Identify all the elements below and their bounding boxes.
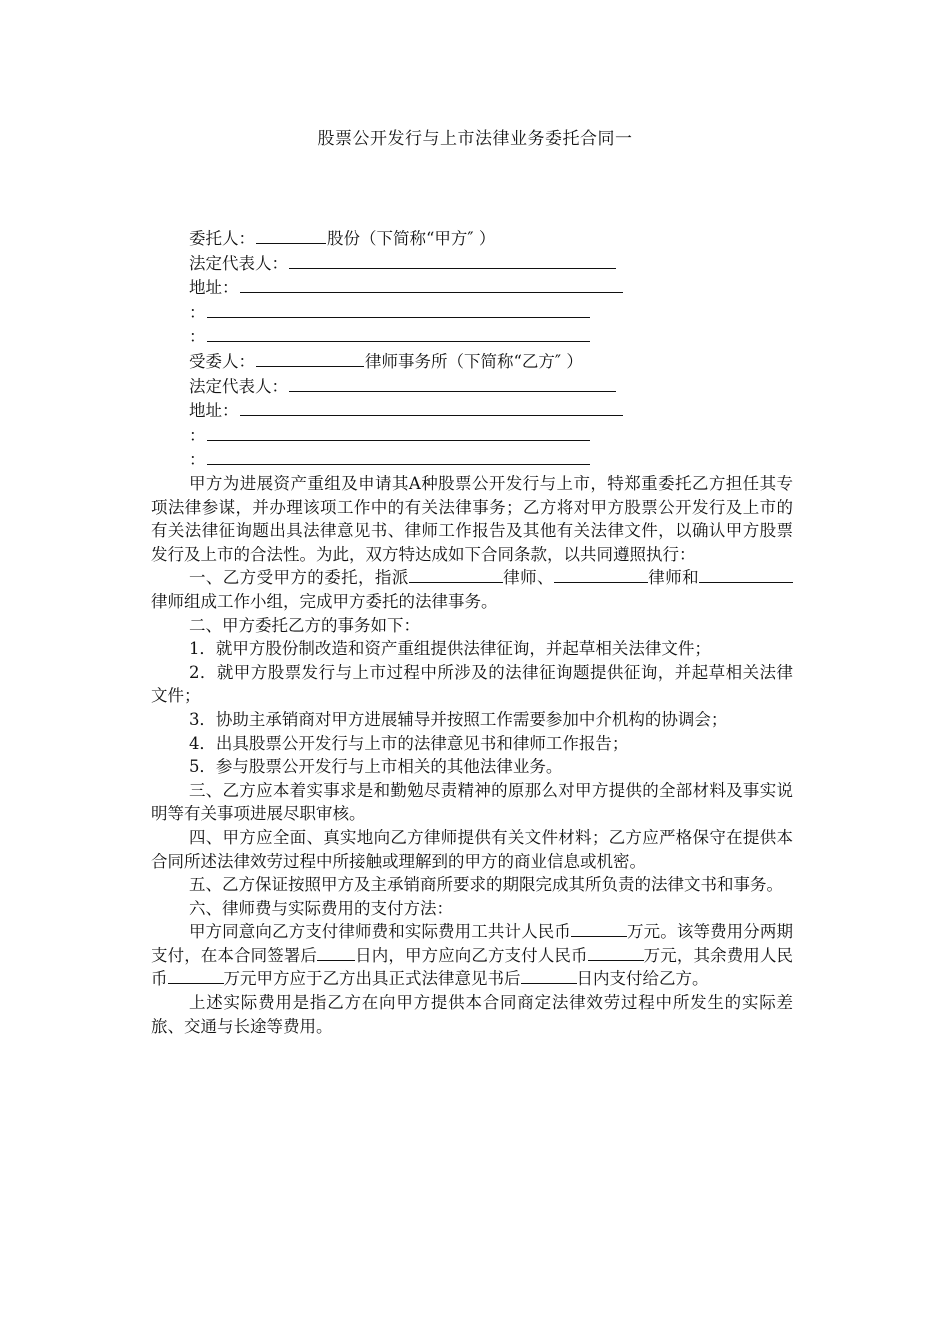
fee-part-f: 日内支付给乙方。 — [576, 969, 709, 989]
final-payment-days-blank[interactable] — [521, 967, 577, 984]
contract-body — [151, 472, 793, 1038]
agent-extra-blank-2[interactable] — [207, 447, 590, 465]
agent-line — [189, 349, 659, 374]
client-address-blank[interactable] — [240, 275, 623, 293]
fee-paragraph — [151, 920, 793, 991]
item-4: 4．出具股票公开发行与上市的法律意见书和律师工作报告； — [188, 733, 629, 753]
client-address-line — [189, 275, 659, 300]
clause-1-part-c: 律师和 — [647, 568, 700, 588]
remaining-amount-blank[interactable] — [168, 967, 224, 984]
agent-rep-line — [189, 374, 659, 399]
item-1: 1．就甲方股份制改造和资产重组提供法律征询，并起草相关法律文件； — [188, 639, 711, 659]
client-rep-line — [189, 251, 659, 276]
client-label: 委托人： — [189, 229, 255, 248]
clause-1-part-b: 律师、 — [502, 568, 554, 588]
agent-label: 受委人： — [189, 351, 255, 371]
client-extra-line-2 — [189, 324, 659, 349]
agent-extra-line-2 — [189, 447, 659, 472]
agent-address-label: 地址： — [189, 401, 239, 421]
agent-rep-blank[interactable] — [289, 374, 616, 392]
fee-part-a: 甲方同意向乙方支付律师费和实际费用工共计人民币 — [188, 922, 571, 942]
clause-1-part-d: 律师组成工作小组，完成甲方委托的法律事务。 — [151, 591, 498, 611]
client-line — [189, 226, 659, 251]
first-payment-days-blank[interactable] — [317, 944, 355, 961]
agent-address-line — [189, 398, 659, 423]
agent-name-blank[interactable] — [256, 349, 364, 367]
clause-4: 四、甲方应全面、真实地向乙方律师提供有关文件材料；乙方应严格保守在提供本合同所述法律效劳过程中所接触或理解到的甲方的商业信息或机密。 — [151, 827, 793, 871]
clause-5: 五、乙方保证按照甲方及主承销商所要求的期限完成其所负责的法律文书和事务。 — [188, 875, 783, 895]
parties-block — [189, 226, 659, 472]
client-rep-label: 法定代表人： — [189, 253, 288, 273]
client-name-blank[interactable] — [256, 226, 326, 244]
item-2: 2．就甲方股票发行与上市过程中所涉及的法律征询题提供征询，并起草相关法律文件； — [151, 662, 793, 706]
item-5: 5．参与股票公开发行与上市相关的其他法律业务。 — [188, 757, 563, 777]
lawyer-3-blank[interactable] — [699, 566, 793, 583]
agent-suffix: 律师事务所（下简称“乙方″ ） — [365, 351, 583, 371]
client-line5-label: ： — [189, 327, 206, 347]
agent-address-blank[interactable] — [240, 398, 623, 416]
clause-3: 三、乙方应本着实事求是和勤勉尽责精神的原那么对甲方提供的全部材料及事实说明等有关事项进展尽职审核。 — [151, 780, 793, 824]
agent-line4-label: ： — [189, 425, 206, 445]
fee-part-e: 万元甲方应于乙方出具正式法律意见书后 — [223, 969, 521, 989]
client-extra-line-1 — [189, 300, 659, 325]
clause-1 — [151, 566, 793, 613]
agent-line5-label: ： — [189, 450, 206, 470]
clause-2: 二、甲方委托乙方的事务如下： — [188, 615, 420, 635]
document-title: 股票公开发行与上市法律业务委托合同一 — [317, 129, 633, 149]
client-rep-blank[interactable] — [289, 251, 616, 269]
total-fee-blank[interactable] — [571, 920, 627, 937]
client-extra-blank-2[interactable] — [207, 324, 590, 342]
agent-extra-line-1 — [189, 423, 659, 448]
agent-rep-label: 法定代表人： — [189, 376, 288, 396]
client-extra-blank-1[interactable] — [207, 300, 590, 318]
first-payment-amount-blank[interactable] — [588, 944, 644, 961]
lawyer-1-blank[interactable] — [409, 566, 503, 583]
clause-6: 六、律师费与实际费用的支付方法： — [188, 898, 453, 918]
client-address-label: 地址： — [189, 278, 239, 298]
fee-part-d: 万元，其余费用人民币 — [151, 945, 794, 989]
fee-part-c: 日内，甲方应向乙方支付人民币 — [355, 945, 588, 965]
fee-part-b: 万元。该等费用分两期支付，在本合同签署后 — [151, 922, 794, 965]
agent-extra-blank-1[interactable] — [207, 423, 590, 441]
client-suffix: 股份（下简称“甲方″ ） — [327, 229, 496, 248]
clause-1-part-a: 一、乙方受甲方的委托，指派 — [188, 568, 409, 588]
intro-paragraph: 甲方为进展资产重组及申请其A种股票公开发行与上市，特郑重委托乙方担任其专项法律参谋，并办理该项工作中的有关法律事务；乙方将对甲方股票公开发行及上市的有关法律征询题出具法律意见书、律师工作报告及其他有关法律文件，以确认甲方股票发行及上市的合法性。为此，双方特达成如下合同条款，以共同遵照执行： — [151, 474, 793, 564]
client-line4-label: ： — [189, 302, 206, 322]
item-3: 3．协助主承销商对甲方进展辅导并按照工作需要参加中介机构的协调会； — [188, 709, 728, 729]
expenses-paragraph: 上述实际费用是指乙方在向甲方提供本合同商定法律效劳过程中所发生的实际差旅、交通与长途等费用。 — [151, 993, 793, 1036]
lawyer-2-blank[interactable] — [554, 566, 648, 583]
